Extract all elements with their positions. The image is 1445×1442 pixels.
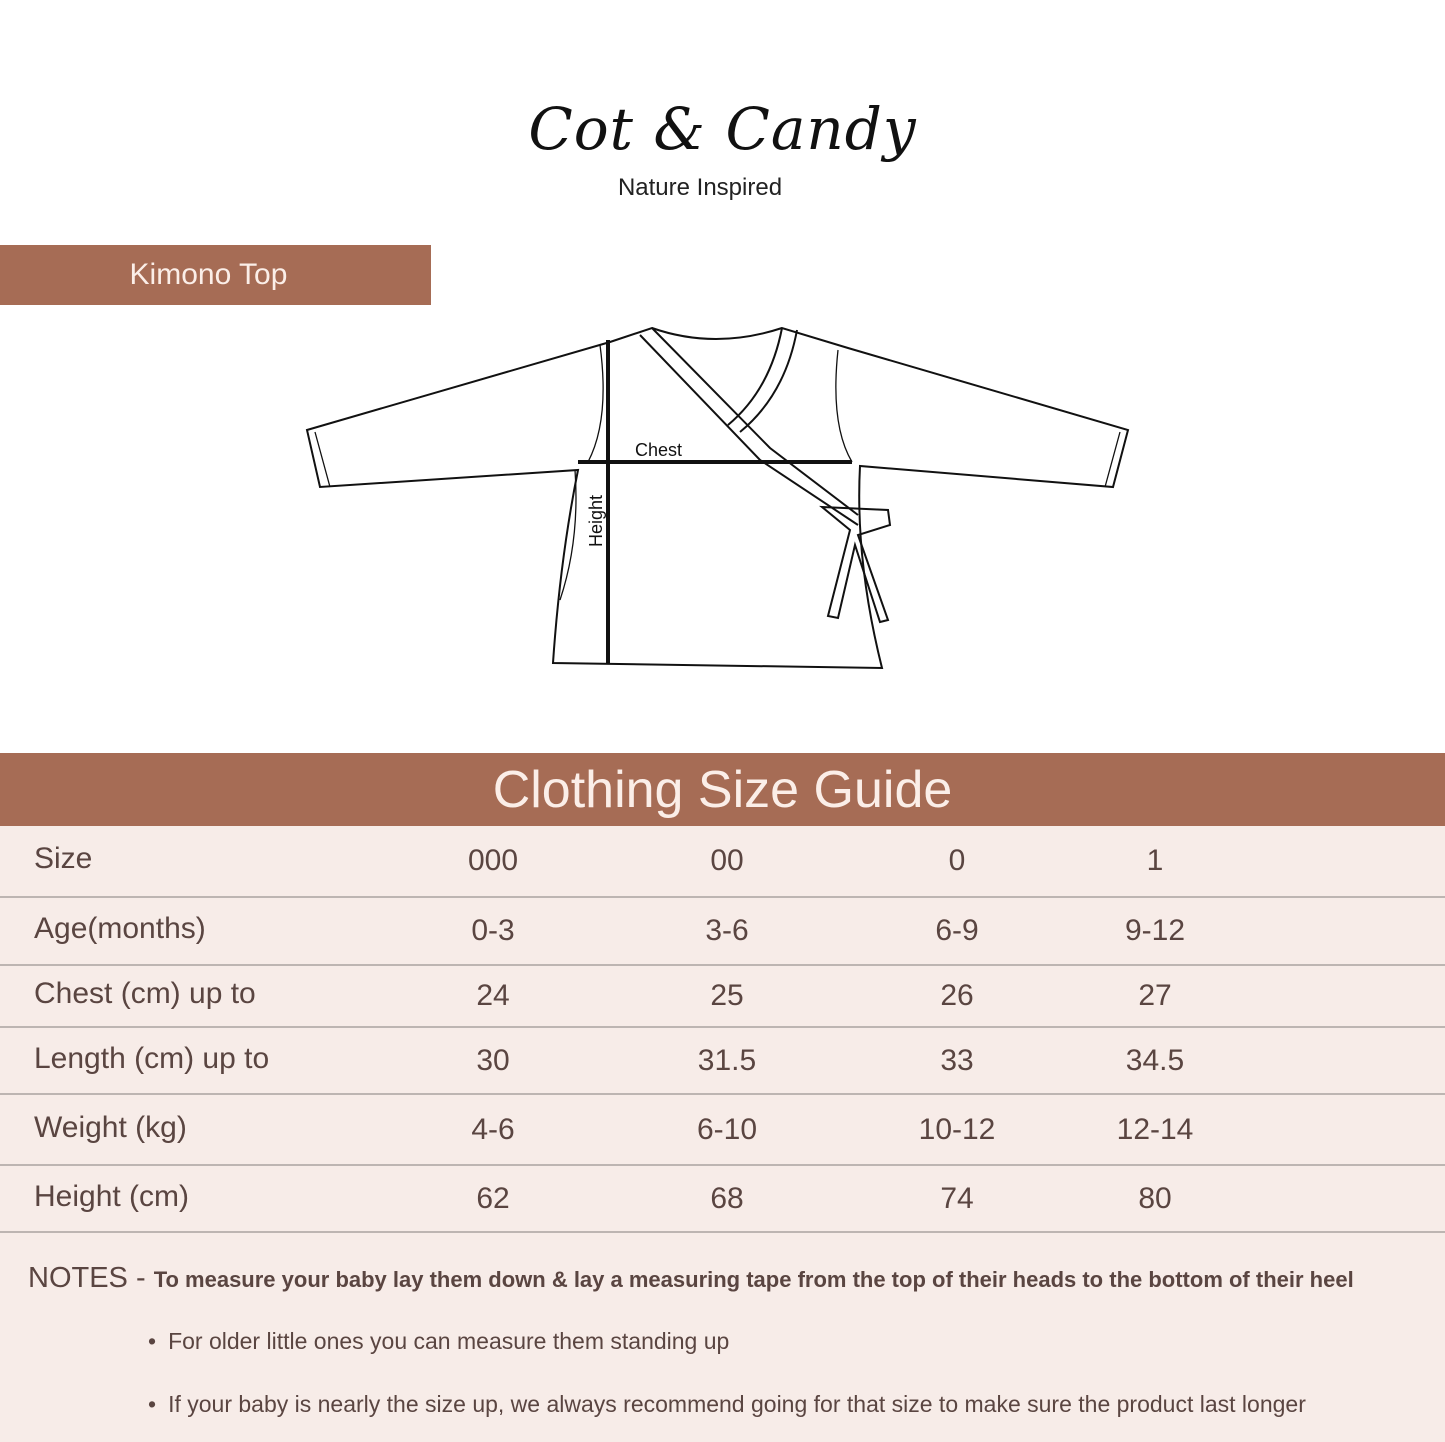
- table-cell: 0-3: [471, 914, 515, 947]
- table-cell: 25: [710, 979, 744, 1012]
- table-cell: 62: [476, 1181, 510, 1215]
- table-cell: 24: [476, 979, 510, 1012]
- notes-main: To measure your baby lay them down & lay a measuring tape from the top of their heads to the bottom of their heel: [153, 1267, 1354, 1292]
- table-cell: 30: [476, 1043, 510, 1077]
- table-cell: 33: [940, 1043, 974, 1077]
- table-row: [0, 1166, 1445, 1233]
- row-label: Size: [34, 842, 93, 875]
- table-cell: 3-6: [705, 914, 749, 947]
- table-row: [0, 898, 1445, 966]
- table-cell: 10-12: [918, 1112, 996, 1146]
- brand-tagline: Nature Inspired: [617, 174, 783, 201]
- table-row: [0, 1095, 1445, 1166]
- table-row: [0, 966, 1445, 1028]
- note-bullet: • For older little ones you can measure them standing up: [148, 1328, 729, 1355]
- row-label: Weight (kg): [34, 1110, 187, 1144]
- table-cell: 12-14: [1116, 1112, 1194, 1146]
- table-cell: 9-12: [1124, 914, 1186, 947]
- chest-label: Chest: [635, 440, 683, 460]
- table-cell: 27: [1138, 979, 1172, 1012]
- row-label: Chest (cm) up to: [34, 977, 256, 1010]
- product-tag: Kimono Top: [0, 245, 431, 305]
- note-bullet: • If your baby is nearly the size up, we always recommend going for that size to make sure the product last longer: [148, 1391, 1306, 1418]
- table-cell: 6-9: [935, 914, 979, 947]
- table-cell: 68: [710, 1181, 744, 1215]
- table-row: [0, 1028, 1445, 1095]
- notes-heading: NOTES -: [28, 1262, 146, 1294]
- height-label: Height: [586, 494, 606, 547]
- brand-logo: Cot & Candy: [528, 95, 917, 163]
- table-cell: 34.5: [1125, 1043, 1185, 1077]
- table-cell: 6-10: [696, 1112, 758, 1146]
- table-cell: 31.5: [697, 1043, 757, 1077]
- table-cell: 80: [1138, 1181, 1172, 1215]
- table-cell: 000: [467, 844, 519, 877]
- table-cell: 00: [710, 844, 744, 877]
- table-cell: 74: [940, 1181, 974, 1215]
- row-label: Length (cm) up to: [34, 1041, 270, 1075]
- table-cell: 0: [948, 844, 966, 877]
- notes: [28, 1262, 1354, 1295]
- row-label: Age(months): [34, 912, 206, 945]
- table-cell: 4-6: [471, 1112, 515, 1146]
- garment-seams: [315, 345, 1120, 600]
- table-cell: 1: [1146, 844, 1164, 877]
- row-label: Height (cm): [34, 1179, 190, 1213]
- garment-neck-wrap: [640, 328, 858, 525]
- table-cell: 26: [940, 979, 974, 1012]
- table-row: [0, 826, 1445, 898]
- garment-outline: [307, 328, 1128, 668]
- size-guide-title: Clothing Size Guide: [0, 753, 1445, 826]
